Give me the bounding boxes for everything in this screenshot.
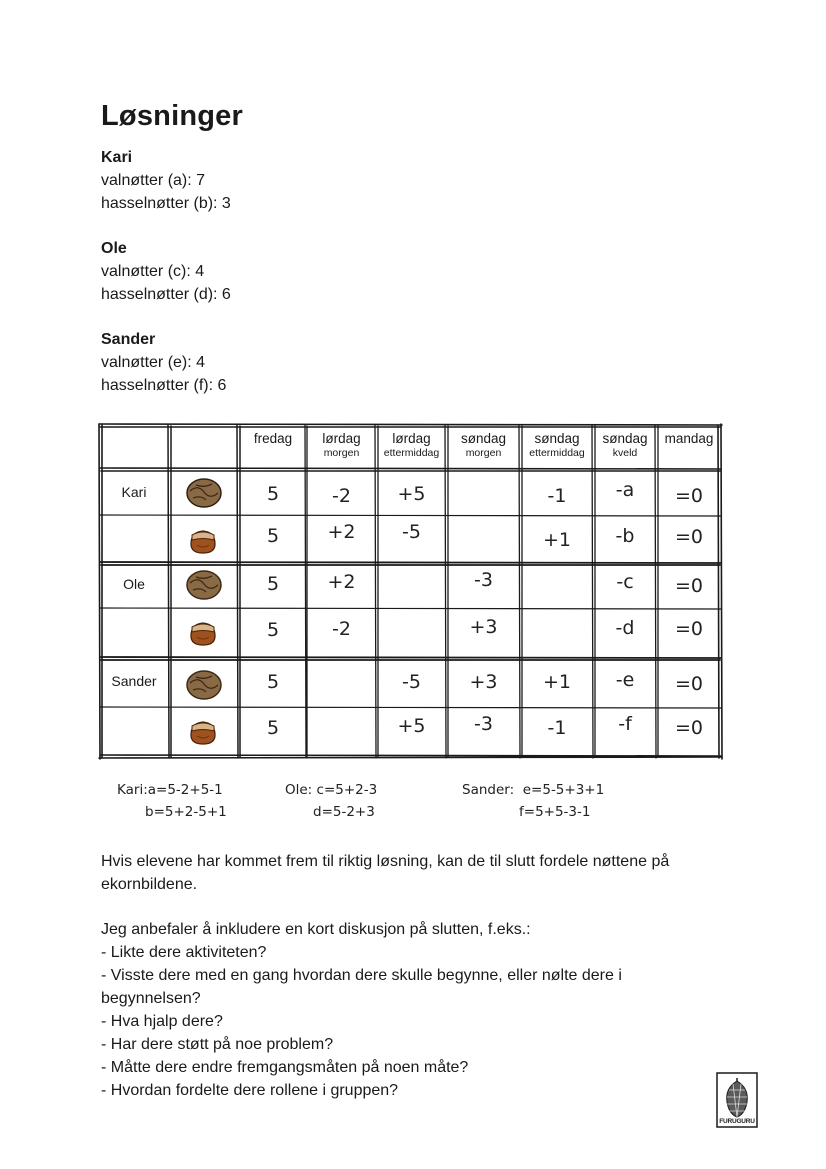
header-lordag-morgen — [308, 431, 375, 460]
table-cell: 5 — [266, 671, 280, 693]
walnut-count: valnøtter (c): 4 — [101, 263, 205, 280]
table-cell: -3 — [474, 713, 493, 735]
header-lordag-ettermiddag — [378, 431, 445, 460]
row-name-ole: Ole — [123, 576, 145, 592]
formula-line: d=5-2+3 — [313, 804, 375, 820]
table-cell: +2 — [327, 571, 356, 593]
table-cell: 5 — [266, 483, 280, 505]
person-name: Kari — [101, 149, 133, 166]
table-cell: -1 — [547, 485, 567, 507]
table-cell: +5 — [397, 483, 426, 505]
walnut-icon — [184, 668, 224, 702]
hazelnut-icon — [187, 526, 219, 556]
formula-line: a=5-2+5-1 — [147, 782, 223, 798]
header-sublabel: ettermiddag — [529, 447, 585, 459]
hazelnut-count: hasselnøtter (b): 3 — [101, 195, 231, 212]
formula-ole — [285, 779, 377, 823]
formula-sander — [462, 779, 604, 823]
paragraph-discussion: Jeg anbefaler å inkludere en kort diskusjon på slutten, f.eks.: — [101, 921, 531, 938]
header-label: lørdag — [322, 431, 361, 446]
table-cell: -b — [615, 525, 635, 547]
table-cell: =0 — [674, 717, 703, 739]
row-name-sander: Sander — [111, 673, 157, 689]
table-cell: -5 — [402, 521, 421, 543]
header-label: søndag — [534, 431, 580, 446]
walnut-count: valnøtter (e): 4 — [101, 354, 206, 371]
table-cell: -a — [615, 479, 635, 501]
table-cell: +1 — [542, 671, 571, 693]
hazelnut-icon — [187, 717, 219, 747]
header-label: lørdag — [392, 431, 431, 446]
solution-table — [98, 423, 723, 760]
formula-line: f=5+5-3-1 — [519, 804, 591, 820]
table-cell: -c — [616, 571, 634, 593]
logo-text: FURUGURU — [719, 1118, 755, 1125]
table-cell: +3 — [469, 616, 498, 638]
header-sublabel: morgen — [465, 447, 502, 459]
formula-label: Ole: — [285, 782, 313, 798]
table-cell: +5 — [397, 715, 426, 737]
table-cell: -3 — [474, 569, 493, 591]
table-cell: -5 — [402, 671, 421, 693]
list-item: - Måtte dere endre fremgangsmåten på noen måte? — [101, 1059, 469, 1076]
header-label: mandag — [664, 431, 714, 446]
table-cell: 5 — [266, 573, 280, 595]
person-name: Sander — [101, 331, 156, 348]
table-cell: +2 — [327, 521, 356, 543]
header-label: søndag — [460, 431, 507, 446]
table-cell: -d — [615, 617, 635, 639]
formula-line: c=5+2-3 — [316, 782, 378, 798]
table-cell: 5 — [266, 717, 280, 739]
table-cell: -2 — [332, 618, 351, 640]
table-cell: -2 — [332, 485, 351, 507]
table-cell: +1 — [542, 529, 571, 551]
header-sondag-kveld — [595, 431, 655, 460]
list-item: - Hva hjalp dere? — [101, 1013, 223, 1030]
hazelnut-count: hasselnøtter (d): 6 — [101, 286, 231, 303]
paragraph-solution: Hvis elevene har kommet frem til riktig løsning, kan de til slutt fordele nøttene på ekornbildene. — [101, 853, 670, 893]
header-mandag — [658, 431, 720, 447]
table-cell: =0 — [674, 485, 703, 507]
table-cell: -e — [615, 669, 635, 691]
page-title: Løsninger — [101, 100, 243, 132]
formula-label: Sander: — [462, 782, 515, 798]
walnut-icon — [184, 568, 224, 602]
list-item: - Har dere støtt på noe problem? — [101, 1036, 334, 1053]
table-cell: 5 — [266, 619, 280, 641]
header-sublabel: kveld — [612, 447, 638, 459]
header-sondag-morgen — [448, 431, 519, 460]
table-cell: 5 — [266, 525, 280, 547]
formula-line: e=5-5+3+1 — [522, 782, 605, 798]
table-cell: -f — [618, 713, 632, 735]
person-name: Ole — [101, 240, 127, 257]
table-cell: +3 — [469, 671, 498, 693]
table-cell: =0 — [674, 673, 703, 695]
walnut-icon — [184, 476, 224, 510]
hazelnut-count: hasselnøtter (f): 6 — [101, 377, 227, 394]
formula-label: Kari: — [117, 782, 148, 798]
furuguru-logo — [716, 1072, 758, 1128]
hazelnut-icon — [187, 618, 219, 648]
discussion-section — [101, 918, 741, 1102]
person-ole — [101, 237, 231, 306]
person-kari — [101, 146, 231, 215]
list-item: - Visste dere med en gang hvordan dere skulle begynne, eller nølte dere i begynnelsen? — [101, 967, 622, 1007]
row-name-kari: Kari — [121, 484, 147, 500]
header-sondag-ettermiddag — [522, 431, 592, 460]
table-cell: -1 — [547, 717, 567, 739]
list-item: - Hvordan fordelte dere rollene i gruppen? — [101, 1082, 399, 1099]
walnut-count: valnøtter (a): 7 — [101, 172, 206, 189]
header-sublabel: morgen — [323, 447, 360, 459]
header-label: søndag — [602, 431, 648, 446]
table-cell: =0 — [674, 618, 703, 640]
list-item: - Likte dere aktiviteten? — [101, 944, 267, 961]
person-sander — [101, 328, 226, 397]
header-fredag — [241, 431, 305, 447]
header-sublabel: ettermiddag — [383, 447, 440, 459]
table-cell: =0 — [674, 575, 703, 597]
formula-kari — [117, 779, 227, 823]
table-cell: =0 — [674, 526, 703, 548]
header-label: fredag — [253, 431, 293, 446]
formula-line: b=5+2-5+1 — [145, 804, 227, 820]
